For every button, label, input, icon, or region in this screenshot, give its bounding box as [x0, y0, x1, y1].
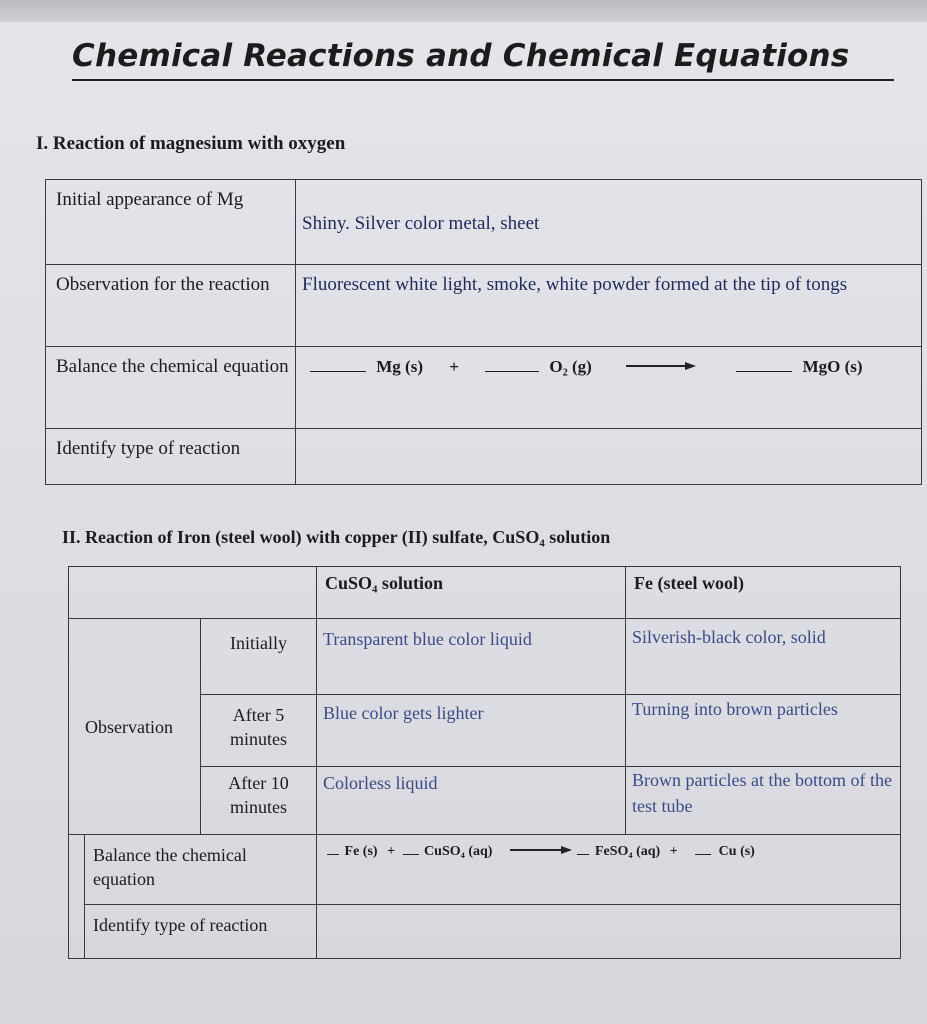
initial-appearance-value: Shiny. Silver color metal, sheet	[296, 180, 922, 265]
time-after-10: After 10 minutes	[201, 767, 317, 835]
reaction-arrow-icon	[626, 358, 696, 372]
eq-product-cu: Cu (s)	[718, 844, 755, 859]
eq-plus: +	[449, 357, 459, 376]
coefficient-blank[interactable]	[736, 357, 792, 372]
coefficient-blank[interactable]	[327, 844, 339, 855]
mg-equation	[296, 347, 922, 429]
eq-product-feso4: FeSO₄ (aq)	[594, 844, 661, 859]
table-row	[46, 429, 922, 485]
eq-reactant-fe: Fe (s)	[344, 844, 378, 859]
table-row	[46, 180, 922, 265]
document-title: Chemical Reactions and Chemical Equations	[72, 38, 850, 74]
table-row	[69, 835, 901, 905]
title-underline	[72, 79, 894, 81]
section2-table	[68, 566, 901, 959]
reaction-type-answer-cell[interactable]	[317, 905, 901, 959]
fe-equation	[317, 835, 901, 905]
spacer-cell	[69, 905, 85, 959]
fe-after-5: Turning into brown particles	[626, 695, 901, 767]
col-header-cuso4: CuSO₄ solution	[317, 567, 626, 619]
table-row	[46, 265, 922, 347]
section1-heading: I. Reaction of magnesium with oxygen	[36, 133, 346, 154]
spacer-cell	[69, 835, 85, 905]
row-label-balance-equation: Balance the chemical equation	[46, 347, 296, 429]
fe-after-10: Brown particles at the bottom of the test tube	[626, 767, 901, 835]
table-header-row	[69, 567, 901, 619]
cuso4-after-10: Colorless liquid	[317, 767, 626, 835]
row-label-observation: Observation for the reaction	[46, 265, 296, 347]
screen-top-bezel	[0, 0, 927, 22]
reaction-arrow-icon	[510, 843, 572, 855]
time-after-5: After 5 minutes	[201, 695, 317, 767]
eq-reactant-mg: Mg (s)	[376, 357, 423, 376]
section2-heading: II. Reaction of Iron (steel wool) with copper (II) sulfate, CuSO₄ solution	[62, 527, 611, 547]
balance-equation-label: Balance the chemical equation	[85, 835, 317, 905]
observation-value: Fluorescent white light, smoke, white powder formed at the tip of tongs	[296, 265, 922, 347]
coefficient-blank[interactable]	[403, 844, 419, 855]
cuso4-initially: Transparent blue color liquid	[317, 619, 626, 695]
eq-plus: +	[387, 844, 396, 859]
table-row	[69, 619, 901, 695]
reaction-type-answer-cell[interactable]	[296, 429, 922, 485]
section1-table	[45, 179, 922, 485]
reaction-type-label: Identify type of reaction	[85, 905, 317, 959]
eq-plus: +	[669, 844, 678, 859]
table-row	[46, 347, 922, 429]
table-row	[69, 905, 901, 959]
coefficient-blank[interactable]	[695, 844, 711, 855]
row-label-reaction-type: Identify type of reaction	[46, 429, 296, 485]
eq-reactant-o2: O₂ (g)	[549, 357, 592, 376]
coefficient-blank[interactable]	[485, 357, 539, 372]
time-initially: Initially	[201, 619, 317, 695]
observation-group-label: Observation	[69, 619, 201, 835]
eq-reactant-cuso4: CuSO₄ (aq)	[424, 844, 493, 859]
col-header-fe: Fe (steel wool)	[626, 567, 901, 619]
eq-product-mgo: MgO (s)	[802, 357, 863, 376]
row-label-initial-appearance: Initial appearance of Mg	[46, 180, 296, 265]
coefficient-blank[interactable]	[577, 844, 589, 855]
fe-initially: Silverish-black color, solid	[626, 619, 901, 695]
cuso4-after-5: Blue color gets lighter	[317, 695, 626, 767]
header-empty-cell	[69, 567, 317, 619]
coefficient-blank[interactable]	[310, 357, 366, 372]
